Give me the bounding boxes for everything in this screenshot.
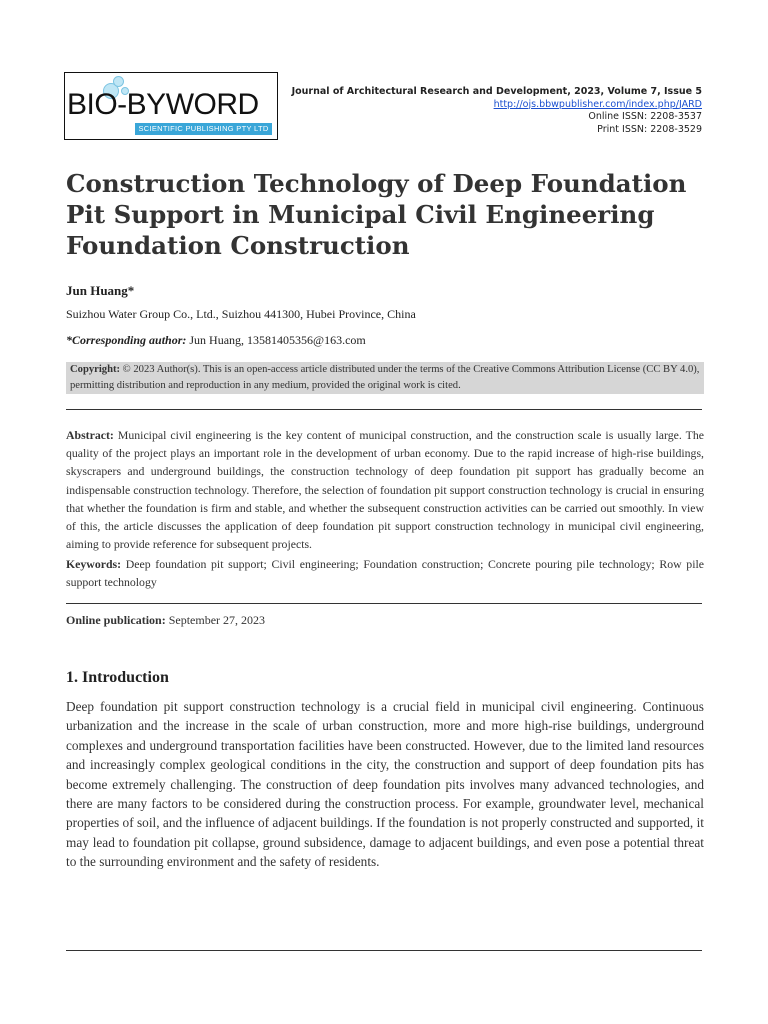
corresponding-author-value: Jun Huang, 13581405356@163.com — [186, 333, 366, 347]
section-body-introduction: Deep foundation pit support construction technology is a crucial field in municipal civil engineering. Continuous urbanization and the increase in the scale of urban construction, more and more high-rise buildings, underground complexes and underground transportation facilities have been constructed. However, due to the limited land resources and increasingly complex geological conditions in the city, the construction and support of deep foundation pits has become extremely challenging. The construction of deep foundation pits involves many advanced technologies, and there are many factors to be considered during the construction process. For example, groundwater level, mechanical properties of soil, and the influence of adjacent buildings. If the foundation is not properly constructed and supported, it may lead to foundation pit collapse, ground subsidence, damage to adjacent buildings, and even pose a potential threat to the surrounding environment and the safety of residents. — [66, 699, 704, 870]
journal-url-link[interactable]: http://ojs.bbwpublisher.com/index.php/JARD — [493, 98, 702, 110]
online-publication — [66, 613, 265, 628]
author-name: Jun Huang* — [66, 283, 135, 298]
copyright-notice — [66, 362, 704, 394]
journal-name: Journal of Architectural Research and Development, 2023, Volume 7, Issue 5 — [291, 86, 702, 97]
abstract-text: Municipal civil engineering is the key content of municipal construction, and the construction scale is usually large. The quality of the project plays an important role in the development of urban economy. Due to the rapid increase of high-rise buildings, skyscrapers and underground buildings, the construction technology of deep foundation pit support has gradually become an indispensable construction technology. Therefore, the selection of foundation pit support construction technology is crucial in ensuring that whether the foundation is firm and stable, and whether the subsequent construction activities can be carried out smoothly. In view of this, the article discusses the application of deep foundation pit support construction technology in municipal civil engineering, aiming to provide reference for subsequent projects. — [66, 428, 704, 552]
abstract — [66, 426, 704, 553]
online-issn: Online ISSN: 2208-3537 — [588, 111, 702, 122]
corresponding-author-label: *Corresponding author: — [66, 333, 187, 347]
divider — [66, 603, 702, 604]
section-heading-introduction: 1. Introduction — [66, 669, 169, 686]
publication-date: September 27, 2023 — [165, 613, 266, 627]
logo-wordmark: BIO-BYWORD — [67, 88, 259, 121]
print-issn: Print ISSN: 2208-3529 — [597, 123, 702, 135]
corresponding-author — [66, 333, 366, 348]
keywords-label: Keywords: — [66, 557, 122, 571]
divider — [66, 409, 702, 410]
footer-divider — [66, 950, 702, 951]
keywords-text: Deep foundation pit support; Civil engineering; Foundation construction; Concrete pouring pile technology; Row pile support technology — [66, 557, 704, 590]
journal-info — [292, 86, 702, 136]
copyright-text: © 2023 Author(s). This is an open-access article distributed under the terms of the Creative Commons Attribution License (CC BY 4.0), permitting distribution and reproduction in any medium, provided the original work is cited. — [70, 364, 700, 391]
logo-tagline: SCIENTIFIC PUBLISHING PTY LTD — [135, 123, 272, 135]
publication-label: Online publication: — [66, 613, 166, 627]
logo-bubble-icon — [113, 76, 124, 87]
copyright-label: Copyright: — [70, 364, 121, 375]
publisher-logo — [64, 72, 278, 140]
article-title: Construction Technology of Deep Foundation Pit Support in Municipal Civil Engineering Foundation Construction — [66, 169, 687, 260]
keywords — [66, 555, 704, 591]
author-affiliation: Suizhou Water Group Co., Ltd., Suizhou 441300, Hubei Province, China — [66, 307, 416, 321]
abstract-label: Abstract: — [66, 428, 114, 442]
